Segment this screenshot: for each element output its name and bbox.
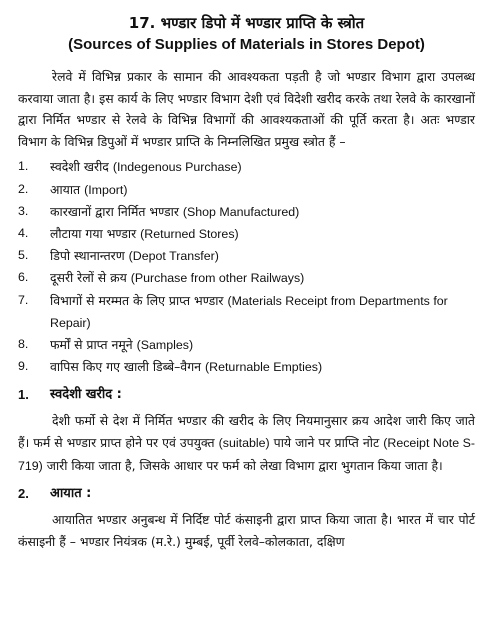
paragraph-text: देशी फर्मो से देश में निर्मित भण्डार की खरीद के लिए नियमानुसार क्रय आदेश जारी किए जाते हैं। फर्म से भण्डार प्राप्त होने पर एवं उपयुक्त	[18, 413, 475, 450]
list-item-hindi: दूसरी रेलों से क्रय	[50, 270, 127, 286]
list-item-hindi: डिपो स्थानान्तरण	[50, 248, 125, 264]
section-title: आयात :	[50, 486, 92, 502]
list-item-number: 5.	[18, 248, 29, 263]
list-item-english: (Purchase from other Railways)	[130, 271, 305, 286]
paragraph-english-term: (suitable)	[218, 436, 270, 450]
list-item-hindi: विभागों से मरम्मत के लिए प्राप्त भण्डार	[50, 292, 224, 308]
list-item-english: (Materials Receipt from Departments for Repair)	[50, 293, 448, 330]
page-title-english: (Sources of Supplies of Materials in Stores Depot)	[68, 36, 425, 53]
list-item-number: 2.	[18, 181, 29, 196]
section-2-paragraph: आयातित भण्डार अनुबन्ध में निर्दिष्ट पोर्ट कंसाइनी द्वारा प्राप्त किया जाता है। भारत में चार पोर्ट कंसाइनी हैं – भण्डार नियंत्रक (म.रे.) मुम्बई, पूर्वी रेलवे–कोलकाता, दक्षिण	[18, 512, 475, 549]
list-item-number: 7.	[18, 292, 29, 307]
list-item-english: (Shop Manufactured)	[182, 204, 300, 219]
list-item-english: (Import)	[84, 182, 128, 197]
section-number: 2.	[18, 486, 29, 502]
list-item-number: 8.	[18, 337, 29, 351]
list-item	[18, 356, 475, 378]
list-item	[18, 223, 475, 245]
list-item	[18, 267, 475, 289]
intro-paragraph: रेलवे में विभिन्न प्रकार के सामान की आवश्यकता पड़ती है जो भण्डार विभाग द्वारा उपलब्ध करवाया जाता है। इस कार्य के लिए भण्डार विभाग देशी एवं विदेशी खरीद करके तथा रेलवे के कारखानों द्वारा निर्मित भण्डार से रेलवे के विभिन्न विभागों की आवश्यकताओं की पूर्ति करता है। अतः भण्डार विभाग के विभिन्न डिपुओं में भण्डार प्राप्ति के निम्नलिखित प्रमुख स्त्रोत हैं –	[18, 69, 475, 149]
section-title: स्वदेशी खरीद :	[50, 387, 122, 403]
sources-list	[18, 156, 475, 378]
list-item-english: (Samples)	[136, 338, 194, 352]
list-item-hindi: स्वदेशी खरीद	[50, 159, 109, 175]
list-item-english: (Depot Transfer)	[128, 249, 219, 264]
list-item	[18, 179, 475, 201]
list-item-hindi: लौटाया गया भण्डार	[50, 225, 137, 241]
list-item	[18, 334, 475, 356]
list-item-hindi: कारखानों द्वारा निर्मित भण्डार	[50, 203, 179, 219]
paragraph-text: जारी किया जाता है, जिसके आधार पर फर्म को लेखा विभाग द्वारा भुगतान किया जाता है।	[46, 457, 443, 473]
paragraph-english-term: (Receipt Note S-719)	[18, 436, 475, 473]
section-number: 1.	[18, 387, 29, 403]
list-item	[18, 245, 475, 267]
list-item	[18, 290, 475, 334]
section-heading-1	[18, 384, 475, 406]
list-item-number: 6.	[18, 270, 29, 285]
list-item-number: 4.	[18, 225, 29, 240]
list-item-english: (Returned Stores)	[140, 226, 239, 241]
page-title-hindi: 17. भण्डार डिपो में भण्डार प्राप्ति के स्त्रोत	[128, 14, 365, 32]
list-item-number: 9.	[18, 359, 29, 374]
list-item-number: 1.	[18, 159, 29, 174]
section-1-paragraph	[18, 410, 475, 477]
list-item-hindi: आयात	[50, 181, 81, 197]
list-item-english: (Indegenous Purchase)	[112, 160, 242, 175]
section-heading-2	[18, 483, 475, 505]
list-item-hindi: फर्मों से प्राप्त नमूने	[50, 337, 133, 352]
list-item-number: 3.	[18, 203, 29, 218]
list-item-english: (Returnable Empties)	[205, 360, 323, 375]
list-item	[18, 156, 475, 178]
list-item-hindi: वापिस किए गए खाली डिब्बे–वैगन	[50, 359, 202, 375]
list-item	[18, 201, 475, 223]
paragraph-text: पाये जाने पर प्राप्ति नोट	[273, 435, 380, 450]
